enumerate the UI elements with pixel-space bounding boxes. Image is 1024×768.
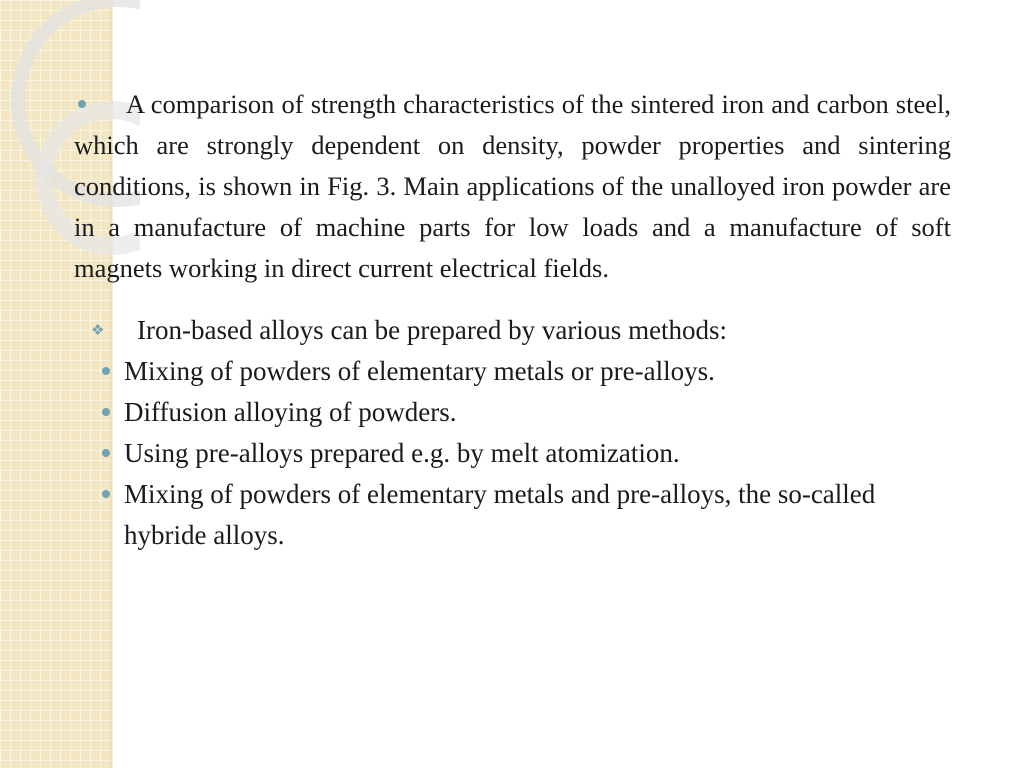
round-bullet-icon (78, 100, 86, 108)
methods-list (74, 310, 951, 556)
intro-paragraph-text: A comparison of strength characteristics of the sintered iron and carbon steel, which are strongly dependent on density, powder properties and sintering conditions, is shown in Fig. 3. Main applications of the unalloyed iron powder are in a manufacture of machine parts for low loads and a manufacture of soft magnets working in direct current electrical fields. (74, 89, 951, 283)
methods-heading (74, 310, 951, 351)
list-item (74, 433, 954, 474)
methods-heading-text: Iron-based alloys can be prepared by various methods: (137, 315, 728, 345)
round-bullet-icon (102, 490, 110, 498)
intro-paragraph (74, 84, 951, 289)
round-bullet-icon (102, 408, 110, 416)
list-item-text: Mixing of powders of elementary metals and pre-alloys, the so-called hybride alloys. (124, 479, 876, 550)
list-item (74, 392, 954, 433)
diamond-bullet-icon: ❖ (91, 321, 105, 339)
slide-content (74, 84, 951, 556)
round-bullet-icon (102, 367, 110, 375)
list-item (74, 351, 954, 392)
list-item-text: Using pre-alloys prepared e.g. by melt atomization. (124, 438, 680, 468)
round-bullet-icon (102, 449, 110, 457)
list-item-text: Diffusion alloying of powders. (124, 397, 457, 427)
list-item (74, 474, 954, 556)
list-item-text: Mixing of powders of elementary metals or pre-alloys. (124, 356, 715, 386)
